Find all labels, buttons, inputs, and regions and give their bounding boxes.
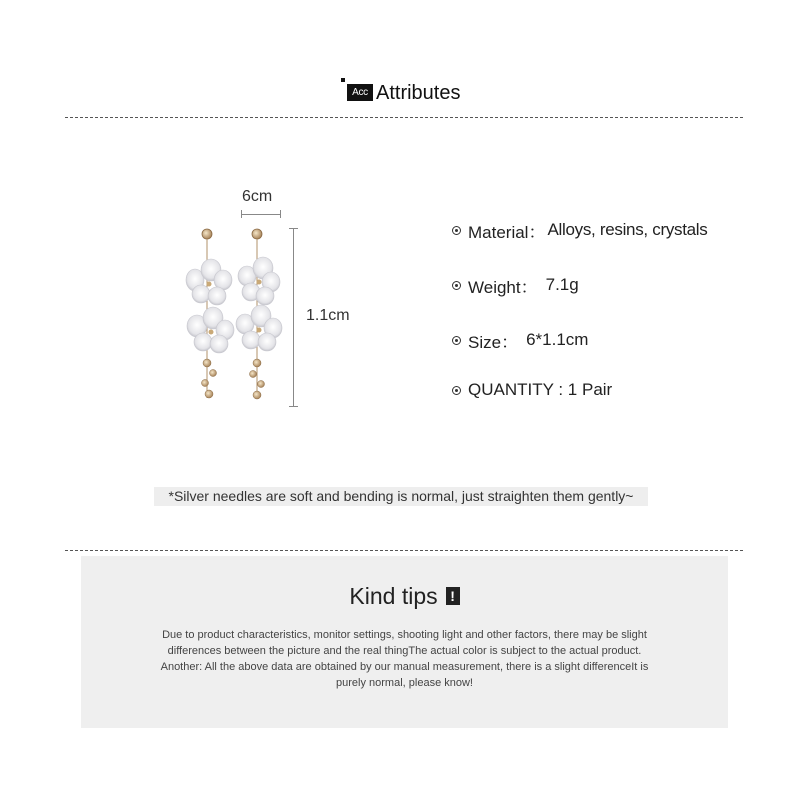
width-dimension-tick-right: [280, 210, 281, 218]
kind-tips-text: [117, 627, 692, 691]
width-dimension-tick-left: [241, 210, 242, 218]
dashed-divider-bottom: [65, 550, 743, 551]
attribute-weight: [452, 273, 579, 297]
kind-tips-heading: [81, 582, 728, 610]
warning-icon: !: [446, 587, 460, 605]
attribute-label: Weight：: [468, 277, 538, 297]
height-dimension-line: [293, 228, 294, 406]
attribute-value: 7.1g: [545, 275, 579, 294]
right-earring: [236, 229, 282, 399]
kind-tips-line: Due to product characteristics, monitor settings, shooting light and other factors, there may be slight: [162, 629, 647, 641]
attribute-material: [452, 218, 707, 242]
height-dimension-tick-bottom: [289, 406, 298, 407]
bullet-circle-icon: [452, 281, 461, 290]
attribute-value: 6*1.1cm: [526, 330, 589, 349]
attribute-label: Material：: [468, 222, 546, 242]
kind-tips-line: Another: All the above data are obtained by our manual measurement, there is a slight differenceIt is: [160, 661, 649, 673]
dashed-divider-top: [65, 117, 743, 118]
care-note: *Silver needles are soft and bending is normal, just straighten them gently~: [154, 487, 648, 506]
height-dimension-tick-top: [289, 228, 298, 229]
attribute-label: Size：: [468, 332, 519, 352]
earrings-image: [175, 218, 285, 413]
bullet-circle-icon: [452, 336, 461, 345]
width-dimension-line: [241, 214, 281, 215]
width-dimension-label: 6cm: [242, 188, 273, 205]
left-earring: [186, 229, 234, 398]
header-decoration-square: [341, 78, 345, 82]
height-dimension-label: 1.1cm: [306, 307, 350, 324]
attribute-label: QUANTITY : 1 Pair: [468, 380, 613, 399]
kind-tips-line: differences between the picture and the real thingThe actual color is subject to the actual product.: [167, 645, 642, 657]
bullet-circle-icon: [452, 226, 461, 235]
attribute-quantity: [452, 378, 612, 402]
attribute-size: [452, 328, 588, 352]
header-badge: Acc: [347, 84, 373, 101]
attribute-value: Alloys, resins, crystals: [547, 220, 708, 239]
kind-tips-panel: [81, 556, 728, 728]
kind-tips-title: Kind tips: [349, 583, 438, 609]
kind-tips-line: purely normal, please know!: [336, 677, 473, 689]
section-title: Attributes: [376, 82, 461, 104]
bullet-circle-icon: [452, 386, 461, 395]
